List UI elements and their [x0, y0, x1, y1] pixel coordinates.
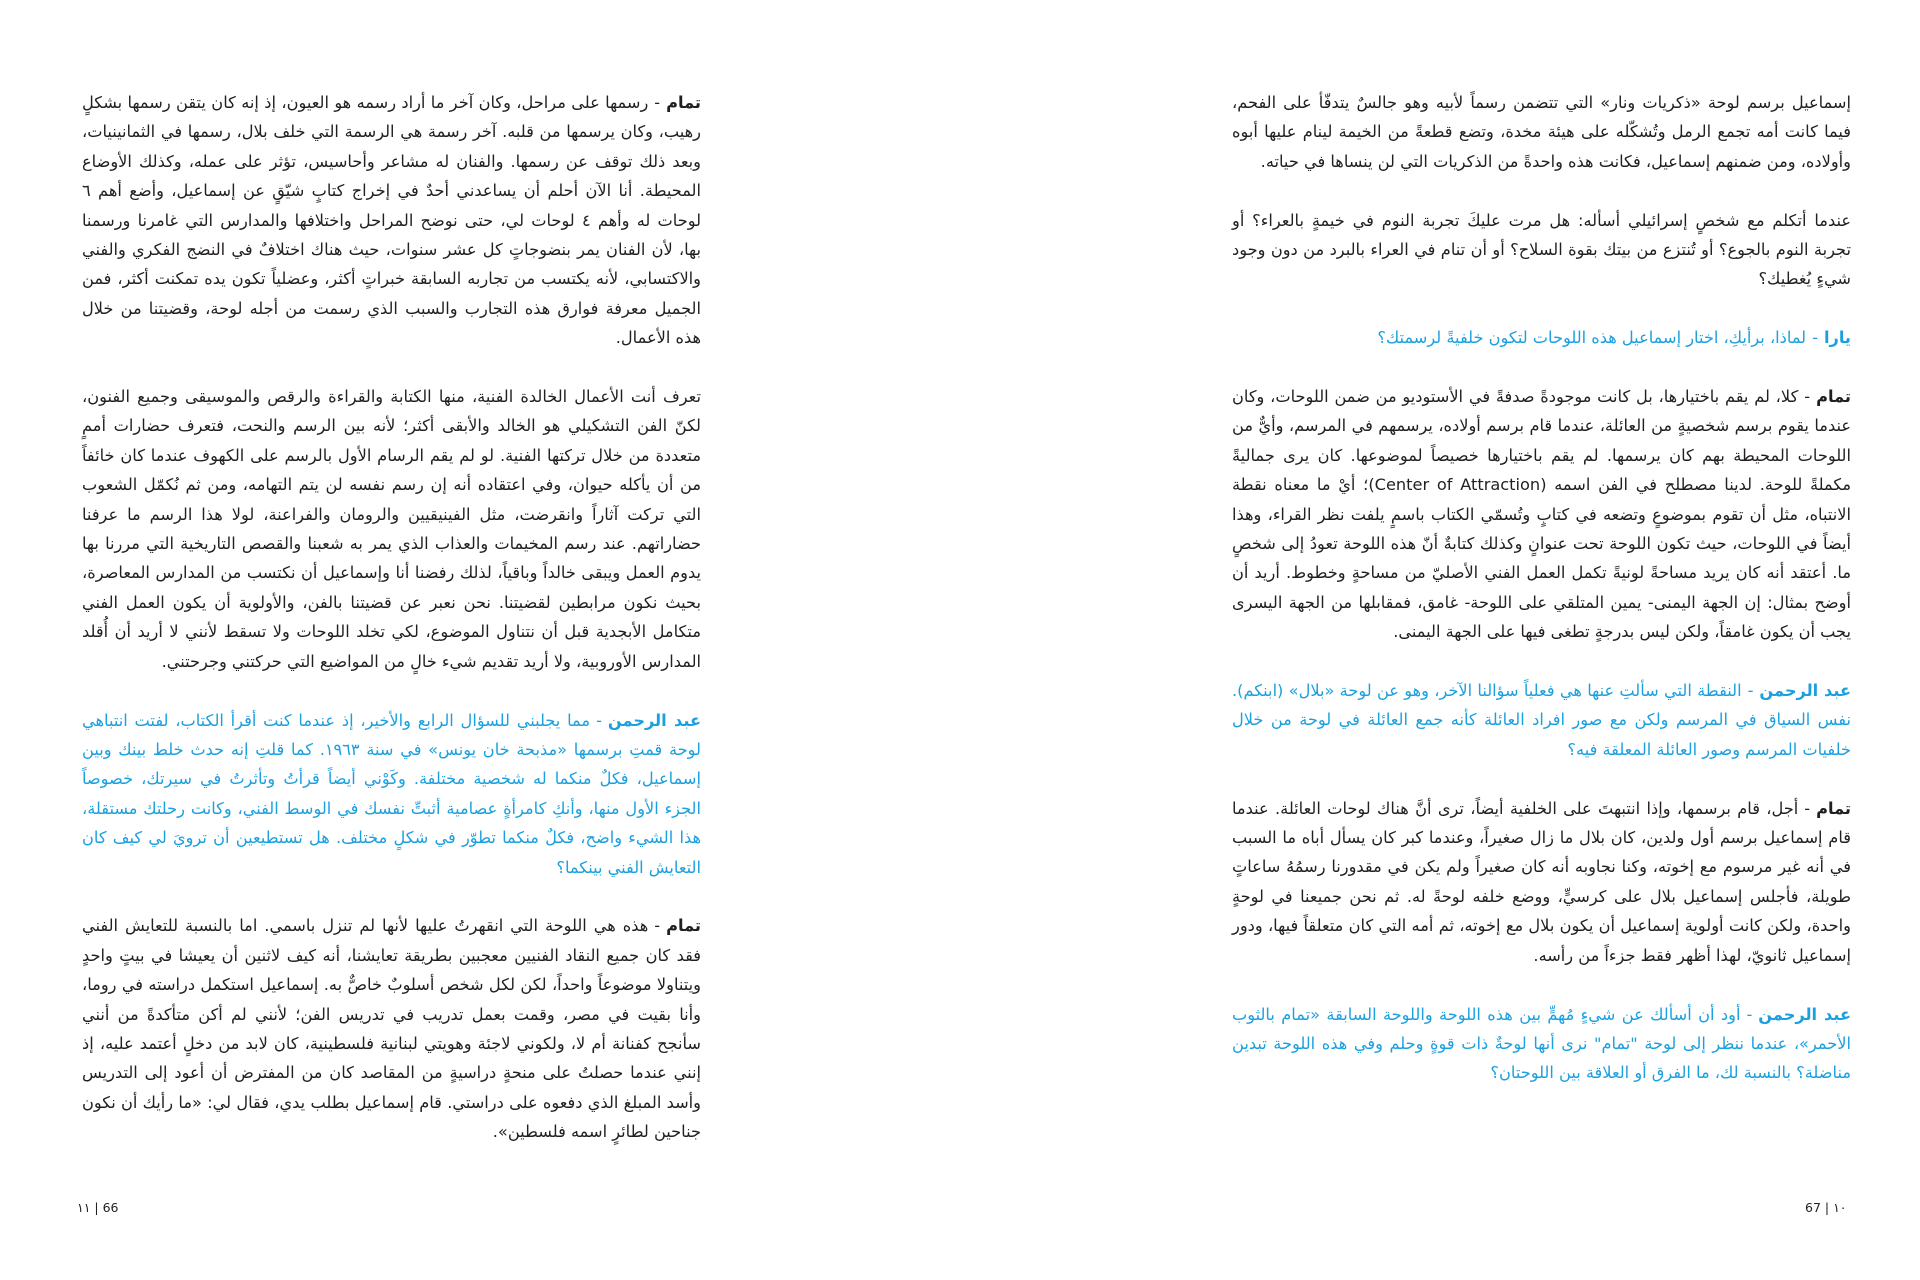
paragraph-text: رسمها على مراحل، وكان آخر ما أراد رسمه هو العيون، إذ إنه كان يتقن رسمها بشكلٍ رهيب، وكان يرسمها من قلبه. آخر رسمة هي الرسمة التي خلف بلال، رسمها في الثمانينيات، وبعد ذلك توقف عن رسمها. والفنان له مشاعر وأحاسيس، تؤثر على عمله، وكذلك الأوضاع المحيطة. أنا الآن أحلم أن يساعدني أحدٌ في إخراج كتابٍ شيّقٍ عن إسماعيل، وأضع أهم ٦ لوحات له وأهم ٤ لوحات لي، حتى نوضح المراحل واختلافها والمدارس التي غامرنا ورسمنا بها، لأن الفنان يمر بنضوجاتٍ كل عشر سنوات، حيث هناك اختلافٌ في النضج الفكري والفني والاكتسابي، لأنه يكتسب من تجاربه السابقة خبراتٍ أكثر، وعضلياً تكون يده تمكنت أكثر، فمن الجميل معرفة فوارق هذه التجارب والسبب الذي رسمت من أجله لوحة، وقضيتنا من خلال هذه الأعمال.: [82, 93, 701, 348]
right-page: [960, 0, 1920, 1280]
speaker-name: عبد الرحمن: [1759, 681, 1851, 701]
paragraph-text: أجل، قام برسمها، وإذا انتبهتَ على الخلفية أيضاً، ترى أنَّ هناك لوحات العائلة. عندما قام إسماعيل برسم أول ولدين، كان بلال ما زال صغيراً، وعندما كبر كان يسأل أباه ما السبب في أنه غير مرسوم مع إخوته، وكنا نجاوبه أنه كان صغيراً ولم يكن في مقدورنا رسمُهُ ساعاتٍ طويلة، فأجلس إسماعيل بلال على كرسيٍّ، ووضع خلفه لوحةً له. ثم نحن جميعنا في لوحةٍ واحدة، ولكن كانت أولوية إسماعيل أن يكون بلال مع إخوته، ثم أمه التي كان متعلقاً فيها، ودور إسماعيل ثانويّ، لهذا أظهر فقط جزءاً من رأسه.: [1232, 798, 1851, 965]
paragraph-text: عندما أتكلم مع شخصٍ إسرائيلي أسأله: هل مرت عليكَ تجربة النوم في خيمةٍ بالعراء؟ أو تجربة النوم بالجوع؟ أو تُنتزع من بيتك بقوة السلاح؟ أو أن تنام في العراء بالبرد من دون وجود شيءٍ يُغطيك؟: [1232, 210, 1851, 289]
speaker-name: عبد الرحمن: [607, 710, 701, 730]
paragraph-answer: [1232, 206, 1851, 294]
paragraph-answer: [82, 382, 701, 676]
paragraph-answer: تمام-كلا، لم يقم باختيارها، بل كانت موجودةً صدفةً في الأستوديو من ضمن اللوحات، وكان عندما يقوم برسم شخصيةٍ من العائلة، عندما قام برسم أولاده، يرسمهم في المرسم، وأيٌّ من اللوحات المحيطة بهم كان يرسمها. لم يقم باختيارها خصيصاً لموضوعها. كان يرى جماليةً مكملةً للوحة. لدينا مصطلح في الفن اسمه (Center of Attraction)؛ أيْ ما معناه نقطة الانتباه، مثل أن تقوم بموضوعٍ وتضعه في كتابٍ وتُسمّي الكتاب باسمٍ يلفت نظر القراء، وهذا أيضاً في اللوحات، حيث تكون اللوحة تحت عنوانٍ وكذلك كتابةٌ أنّ هذه اللوحة تعودُ إلى شخصٍ ما. أعتقد أنه كان يريد مساحةً لونيةً تكمل العمل الفني الأصليّ من مساحةٍ وخطوط. أريد أن أوضح بمثال: إن الجهة اليمنى- يمين المتلقي على اللوحة- غامق، فمقابلها من الجهة اليسرى يجب أن يكون غامقاً، ولكن ليس بدرجةٍ تطغى فيها على الجهة اليمنى.: [1232, 387, 1852, 642]
paragraph-text: كلا، لم يقم باختيارها، بل كانت موجودةً صدفةً في الأستوديو من ضمن اللوحات، وكان عندما يقوم برسم شخصيةٍ من العائلة، عندما قام برسم أولاده، يرسمهم في المرسم، وأيٌّ من اللوحات المحيطة بهم كان يرسمها. لم يقم باختيارها خصيصاً لموضوعها. كان يرى جماليةً مكملةً للوحة. لدينا مصطلح في الفن اسمه (Center of Attraction)؛ أيْ ما معناه نقطة الانتباه، مثل أن تقوم بموضوعٍ وتضعه في كتابٍ وتُسمّي الكتاب باسمٍ يلفت نظر القراء، وهذا أيضاً في اللوحات، حيث تكون اللوحة تحت عنوانٍ وكذلك كتابةٌ أنّ هذه اللوحة تعودُ إلى شخصٍ ما. أعتقد أنه كان يريد مساحةً لونيةً تكمل العمل الفني الأصليّ من مساحةٍ وخطوط. أريد أن أوضح بمثال: إن الجهة اليمنى- يمين المتلقي على اللوحة- غامق، فمقابلها من الجهة اليسرى يجب أن يكون غامقاً، ولكن ليس بدرجةٍ تطغى فيها على الجهة اليمنى.: [1232, 387, 1852, 642]
paragraph-answer: تمام-هذه هي اللوحة التي انقهرتُ عليها لأنها لم تنزل باسمي. اما بالنسبة للتعايش الفني فقد كان جميع النقاد الفنيين معجبين بطريقة تعايشنا، أنه كيف لاثنين أن يعيشا في بيتٍ واحدٍ ويتناولا موضوعاً واحداً، لكن لكل شخص أسلوبٌ خاصٌّ به. إسماعيل استكمل دراسته في روما، وأنا بقيت في مصر، وقمت بعمل تدريب في تدريس الفن؛ لأنني لم أكن متأكدةً من أنني سأنجح كفنانة أم لا، ولكوني لاجئة وهويتي لبنانية فلسطينية، كان لابد من دخلٍ أعتمد عليه، إذ إنني عندما حصلتُ على منحةٍ دراسيةٍ من المقاصد كان من المفترض أن أعود إلى التدريس وأسد المبلغ الذي دفعوه على دراستي. قام إسماعيل بطلب يدي، فقال لي: «ما رأيك أن نكون جناحين لطائرٍ اسمه فلسطين».: [82, 916, 701, 1142]
paragraph-answer: [1232, 88, 1851, 176]
speaker-name: تمام: [1816, 387, 1851, 407]
speaker-name: تمام: [666, 916, 701, 936]
paragraph-answer: تمام-أجل، قام برسمها، وإذا انتبهتَ على الخلفية أيضاً، ترى أنَّ هناك لوحات العائلة. عندما قام إسماعيل برسم أول ولدين، كان بلال ما زال صغيراً، وعندما كبر كان يسأل أباه ما السبب في أنه غير مرسوم مع إخوته، وكنا نجاوبه أنه كان صغيراً ولم يكن في مقدورنا رسمُهُ ساعاتٍ طويلة، فأجلس إسماعيل بلال على كرسيٍّ، ووضع خلفه لوحةً له. ثم نحن جميعنا في لوحةٍ واحدة، ولكن كانت أولوية إسماعيل أن يكون بلال مع إخوته، ثم أمه التي كان متعلقاً فيها، ودور إسماعيل ثانويّ، لهذا أظهر فقط جزءاً من رأسه.: [1232, 798, 1851, 965]
speaker-name: تمام: [666, 93, 701, 112]
right-page-text-column: [1232, 88, 1851, 1117]
paragraph-text: مما يجلبني للسؤال الرابع والأخير، إذ عندما كنت أقرأ الكتاب، لفتت انتباهي لوحة قمتِ برسمها «مذبحة خان يونس» في سنة ١٩٦٣. كما قلتِ إنه حدث خلط بينك وبين إسماعيل، فكلٌ منكما له شخصية مختلفة. وكَوْني أيضاً قرأتُ وتأثرتُ في سيرتك، خصوصاً الجزء الأول منها، وأنكِ كامرأةٍ عصامية أثبتِّ نفسك في الوسط الفني، وكانت رحلتك مستقلة، هذا الشيء واضح، فكلٌ منكما تطوّر في شكلٍ مختلف. هل تستطيعين أن ترويَ لي كيف كان التعايش الفني بينكما؟: [82, 710, 701, 877]
paragraph-question: عبد الرحمن-النقطة التي سألتِ عنها هي فعلياً سؤالنا الآخر، وهو عن لوحة «بلال» (ابنكم). نفس السياق في المرسم ولكن مع صور افراد العائلة كأنه جمع العائلة في لوحة من خلال خلفيات المرسم وصور العائلة المعلقة فيه؟: [1232, 681, 1851, 759]
paragraph-text: هذه هي اللوحة التي انقهرتُ عليها لأنها لم تنزل باسمي. اما بالنسبة للتعايش الفني فقد كان جميع النقاد الفنيين معجبين بطريقة تعايشنا، أنه كيف لاثنين أن يعيشا في بيتٍ واحدٍ ويتناولا موضوعاً واحداً، لكن لكل شخص أسلوبٌ خاصٌّ به. إسماعيل استكمل دراسته في روما، وأنا بقيت في مصر، وقمت بعمل تدريب في تدريس الفن؛ لأنني لم أكن متأكدةً من أنني سأنجح كفنانة أم لا، ولكوني لاجئة وهويتي لبنانية فلسطينية، كان لابد من دخلٍ أعتمد عليه، إذ إنني عندما حصلتُ على منحةٍ دراسيةٍ من المقاصد كان من المفترض أن أعود إلى التدريس وأسد المبلغ الذي دفعوه على دراستي. قام إسماعيل بطلب يدي، فقال لي: «ما رأيك أن نكون جناحين لطائرٍ اسمه فلسطين».: [82, 916, 701, 1142]
speaker-name: يارا: [1823, 328, 1851, 348]
speaker-name: عبد الرحمن: [1758, 1004, 1851, 1024]
page-number-right: 67 | ١٠: [1805, 1200, 1847, 1215]
paragraph-text: تعرف أنت الأعمال الخالدة الفنية، منها الكتابة والقراءة والرقص والموسيقى وجميع الفنون، لكنّ الفن التشكيلي هو الخالد والأبقى أكثر؛ لأنه بين الرسم والنحت، فتعرف حضارات أممٍ متعددة من خلال تركتها الفنية. لو لم يقم الرسام الأول بالرسم على الكهوف عندما كان خائفاً من أن يأكله حيوان، وفي اعتقاده أنه إن رسم نفسه لن يتم التهامه، ومن ثم نُكمّل الشعوب التي تركت آثاراً وانقرضت، مثل الفينيقيين والرومان والفراعنة، لولا هذا الرسم ما عرفنا حضاراتهم. عند رسم المخيمات والعذاب الذي يمر به شعبنا والقصص التاريخية التي مررنا بها يدوم العمل ويبقى خالداً وباقياً، لذلك رفضنا أنا وإسماعيل أن نكتسب من المدارس المعاصرة، بحيث نكون مرابطين لقضيتنا. نحن نعبر عن قضيتنا بالفن، والأولوية أن يكون العمل الفني متكامل الأبجدية قبل أن نتناول الموضوع، لكي تخلد اللوحات ولا تسقط لأنني لا أريد أن أُقلد المدارس الأوروبية، ولا أريد تقديم شيء خالٍ من المواضيع التي حركتني وجرحتني.: [82, 387, 701, 671]
paragraph-question: يارا-لماذا، برأيكِ، اختار إسماعيل هذه اللوحات لتكون خلفيةً لرسمتك؟: [1377, 328, 1851, 348]
paragraph-text: النقطة التي سألتِ عنها هي فعلياً سؤالنا الآخر، وهو عن لوحة «بلال» (ابنكم). نفس السياق في المرسم ولكن مع صور افراد العائلة كأنه جمع العائلة في لوحة من خلال خلفيات المرسم وصور العائلة المعلقة فيه؟: [1232, 681, 1851, 759]
paragraph-text: أود أن أسألك عن شيءٍ مُهمٍّ بين هذه اللوحة واللوحة السابقة «تمام بالثوب الأحمر»، عندما ننظر إلى لوحة "تمام" نرى أنها لوحةٌ ذات قوةٍ وحلم وفي هذه اللوحة تبدين مناضلة؟ بالنسبة لك، ما الفرق أو العلاقة بين اللوحتان؟: [1232, 1004, 1851, 1083]
speaker-name: تمام: [1816, 798, 1851, 818]
page-number-left: ١١ | 66: [77, 1200, 119, 1215]
left-page-text-column: [82, 88, 701, 1176]
paragraph-answer: تمام-رسمها على مراحل، وكان آخر ما أراد رسمه هو العيون، إذ إنه كان يتقن رسمها بشكلٍ رهيب، وكان يرسمها من قلبه. آخر رسمة هي الرسمة التي خلف بلال، رسمها في الثمانينيات، وبعد ذلك توقف عن رسمها. والفنان له مشاعر وأحاسيس، تؤثر على عمله، وكذلك الأوضاع المحيطة. أنا الآن أحلم أن يساعدني أحدٌ في إخراج كتابٍ شيّقٍ عن إسماعيل، وأضع أهم ٦ لوحات له وأهم ٤ لوحات لي، حتى نوضح المراحل واختلافها والمدارس التي غامرنا ورسمنا بها، لأن الفنان يمر بنضوجاتٍ كل عشر سنوات، حيث هناك اختلافٌ في النضج الفكري والفني والاكتسابي، لأنه يكتسب من تجاربه السابقة خبراتٍ أكثر، وعضلياً تكون يده تمكنت أكثر، فمن الجميل معرفة فوارق هذه التجارب والسبب الذي رسمت من أجله لوحة، وقضيتنا من خلال هذه الأعمال.: [82, 93, 701, 348]
paragraph-text: لماذا، برأيكِ، اختار إسماعيل هذه اللوحات لتكون خلفيةً لرسمتك؟: [1377, 328, 1807, 348]
paragraph-text: إسماعيل برسم لوحة «ذكريات ونار» التي تتضمن رسماً لأبيه وهو جالسٌ يتدفّأ على الفحم، فيما كانت أمه تجمع الرمل وتُشكّله على هيئة مخدة، وتضع قطعةً من الخيمة لينام عليها أبوه وأولاده، ومن ضمنهم إسماعيل، فكانت هذه واحدةً من الذكريات التي لن ينساها في حياته.: [1232, 93, 1851, 171]
paragraph-question: عبد الرحمن-مما يجلبني للسؤال الرابع والأخير، إذ عندما كنت أقرأ الكتاب، لفتت انتباهي لوحة قمتِ برسمها «مذبحة خان يونس» في سنة ١٩٦٣. كما قلتِ إنه حدث خلط بينك وبين إسماعيل، فكلٌ منكما له شخصية مختلفة. وكَوْني أيضاً قرأتُ وتأثرتُ في سيرتك، خصوصاً الجزء الأول منها، وأنكِ كامرأةٍ عصامية أثبتِّ نفسك في الوسط الفني، وكانت رحلتك مستقلة، هذا الشيء واضح، فكلٌ منكما تطوّر في شكلٍ مختلف. هل تستطيعين أن ترويَ لي كيف كان التعايش الفني بينكما؟: [82, 710, 701, 877]
paragraph-question: عبد الرحمن-أود أن أسألك عن شيءٍ مُهمٍّ بين هذه اللوحة واللوحة السابقة «تمام بالثوب الأحمر»، عندما ننظر إلى لوحة "تمام" نرى أنها لوحةٌ ذات قوةٍ وحلم وفي هذه اللوحة تبدين مناضلة؟ بالنسبة لك، ما الفرق أو العلاقة بين اللوحتان؟: [1232, 1004, 1851, 1083]
